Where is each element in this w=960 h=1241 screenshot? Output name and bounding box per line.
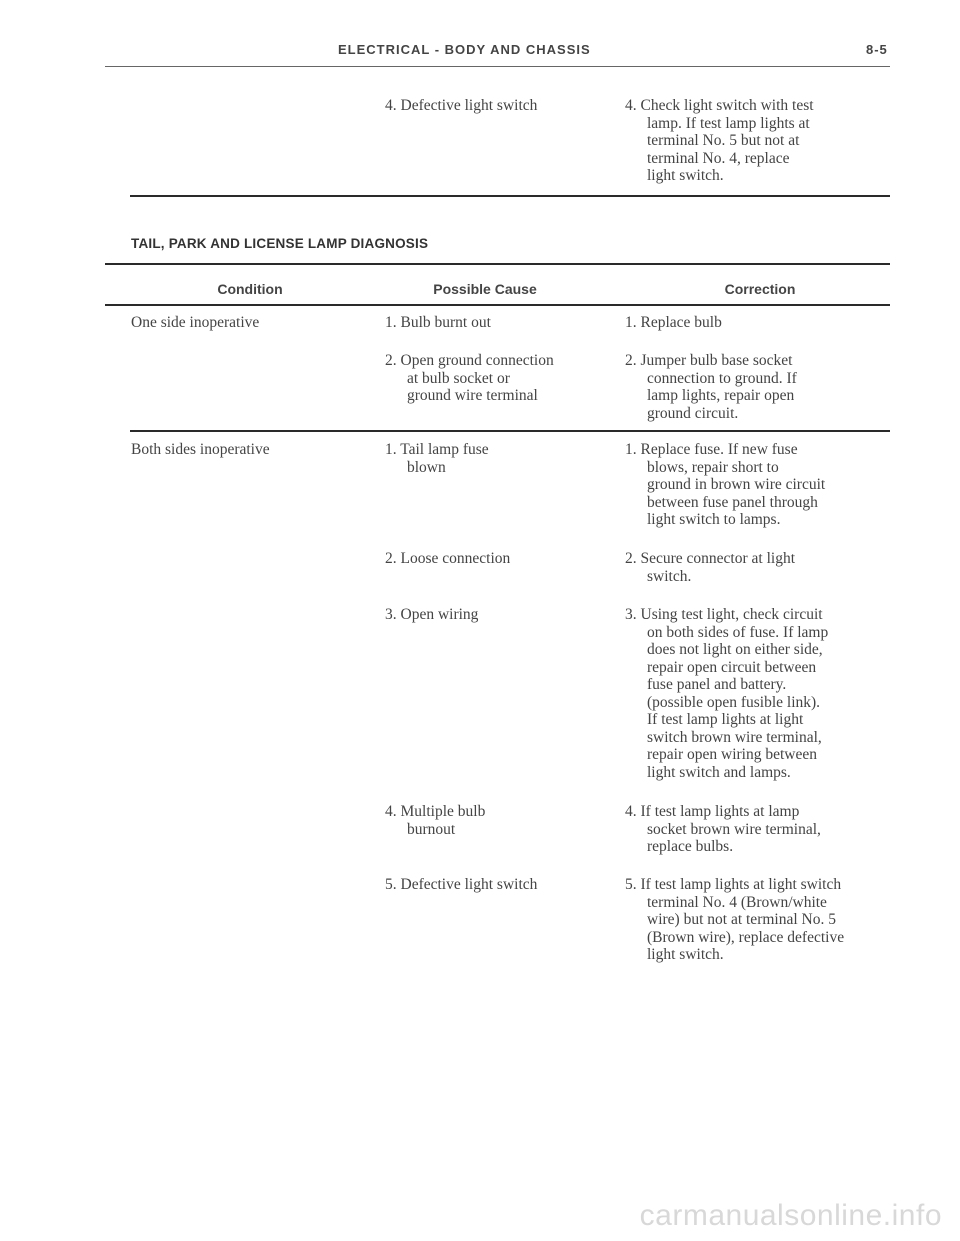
row-correction [625, 876, 844, 964]
cell-line: 3. Open wiring [385, 606, 479, 623]
row-cause [385, 550, 510, 568]
cell-line: light switch and lamps. [647, 763, 791, 781]
column-header-condition: Condition [217, 281, 283, 297]
cell-line: ground circuit. [647, 404, 739, 422]
cell-line: 4. Multiple bulb [385, 803, 486, 820]
cell-line: terminal No. 4, replace [647, 149, 790, 167]
cell-line: at bulb socket or [407, 369, 510, 387]
row-cause [385, 876, 537, 894]
cell-line: switch brown wire terminal, [647, 728, 822, 746]
row-correction [625, 441, 825, 529]
cell-line: burnout [407, 820, 456, 838]
cell-line: repair open wiring between [647, 746, 818, 763]
cell-line: blows, repair short to [647, 458, 779, 476]
cell-line: (Brown wire), replace defective [647, 928, 845, 946]
cell-line: terminal No. 5 but not at [647, 132, 800, 149]
cell-line: (possible open fusible link). [647, 693, 821, 711]
row-correction [625, 352, 797, 422]
cell-line: ground in brown wire circuit [647, 476, 826, 493]
cell-line: replace bulbs. [647, 838, 734, 855]
cell-line: 2. Jumper bulb base socket [625, 352, 793, 369]
cell-line: 1. Replace bulb [625, 314, 722, 331]
cell-line: 2. Loose connection [385, 550, 511, 567]
cell-line: 5. If test lamp lights at light switch [625, 876, 842, 893]
cell-line: 4. Defective light switch [385, 97, 538, 114]
table-end-rule [130, 195, 890, 197]
running-header: ELECTRICAL - BODY AND CHASSIS [338, 42, 591, 57]
row-cause [385, 803, 485, 838]
row-correction [625, 803, 821, 856]
row-cause [385, 352, 554, 405]
cell-line: ground wire terminal [407, 387, 538, 404]
cell-line: lamp lights, repair open [647, 387, 795, 404]
cell-line: terminal No. 4 (Brown/white [647, 893, 827, 911]
row-cause [385, 606, 478, 624]
cell-line: switch. [647, 567, 692, 585]
section-title: TAIL, PARK AND LICENSE LAMP DIAGNOSIS [131, 236, 429, 251]
row-correction [625, 550, 795, 585]
cell-line: 2. Open ground connection [385, 352, 554, 369]
cell-line: 5. Defective light switch [385, 876, 538, 893]
header-rule [105, 66, 890, 67]
continued-cause [385, 97, 537, 115]
row-correction [625, 314, 722, 332]
cell-line: on both sides of fuse. If lamp [647, 623, 829, 641]
row-correction [625, 606, 828, 781]
cell-line: 2. Secure connector at light [625, 550, 796, 567]
cell-line: blown [407, 458, 446, 476]
row-cause [385, 314, 491, 332]
table-top-rule [105, 263, 890, 265]
cell-line: 4. Check light switch with test [625, 97, 814, 114]
cell-line: socket brown wire terminal, [647, 820, 821, 838]
row-condition: One side inoperative [131, 314, 260, 331]
cell-line: between fuse panel through [647, 493, 818, 511]
cell-line: light switch. [647, 167, 724, 184]
cell-line: light switch. [647, 946, 724, 963]
cell-line: 4. If test lamp lights at lamp [625, 803, 800, 820]
watermark: carmanualsonline.info [639, 1199, 942, 1232]
cell-line: repair open circuit between [647, 658, 817, 676]
column-header-correction: Correction [724, 281, 796, 297]
cell-line: fuse panel and battery. [647, 676, 787, 693]
page-number: 8-5 [866, 42, 888, 57]
continued-correction [625, 97, 814, 185]
cell-line: 1. Tail lamp fuse [385, 441, 489, 458]
cell-line: 1. Bulb burnt out [385, 314, 491, 331]
row-cause [385, 441, 489, 476]
cell-line: lamp. If test lamp lights at [647, 114, 810, 132]
cell-line: If test lamp lights at light [647, 711, 804, 728]
cell-line: 1. Replace fuse. If new fuse [625, 441, 798, 458]
cell-line: 3. Using test light, check circuit [625, 606, 823, 623]
cell-line: wire) but not at terminal No. 5 [647, 911, 836, 928]
table-header-rule [105, 304, 890, 306]
cell-line: light switch to lamps. [647, 511, 781, 528]
cell-line: does not light on either side, [647, 641, 823, 658]
row-condition: Both sides inoperative [131, 441, 270, 458]
row-divider [130, 430, 890, 432]
column-header-cause: Possible Cause [433, 281, 537, 297]
cell-line: connection to ground. If [647, 369, 797, 387]
